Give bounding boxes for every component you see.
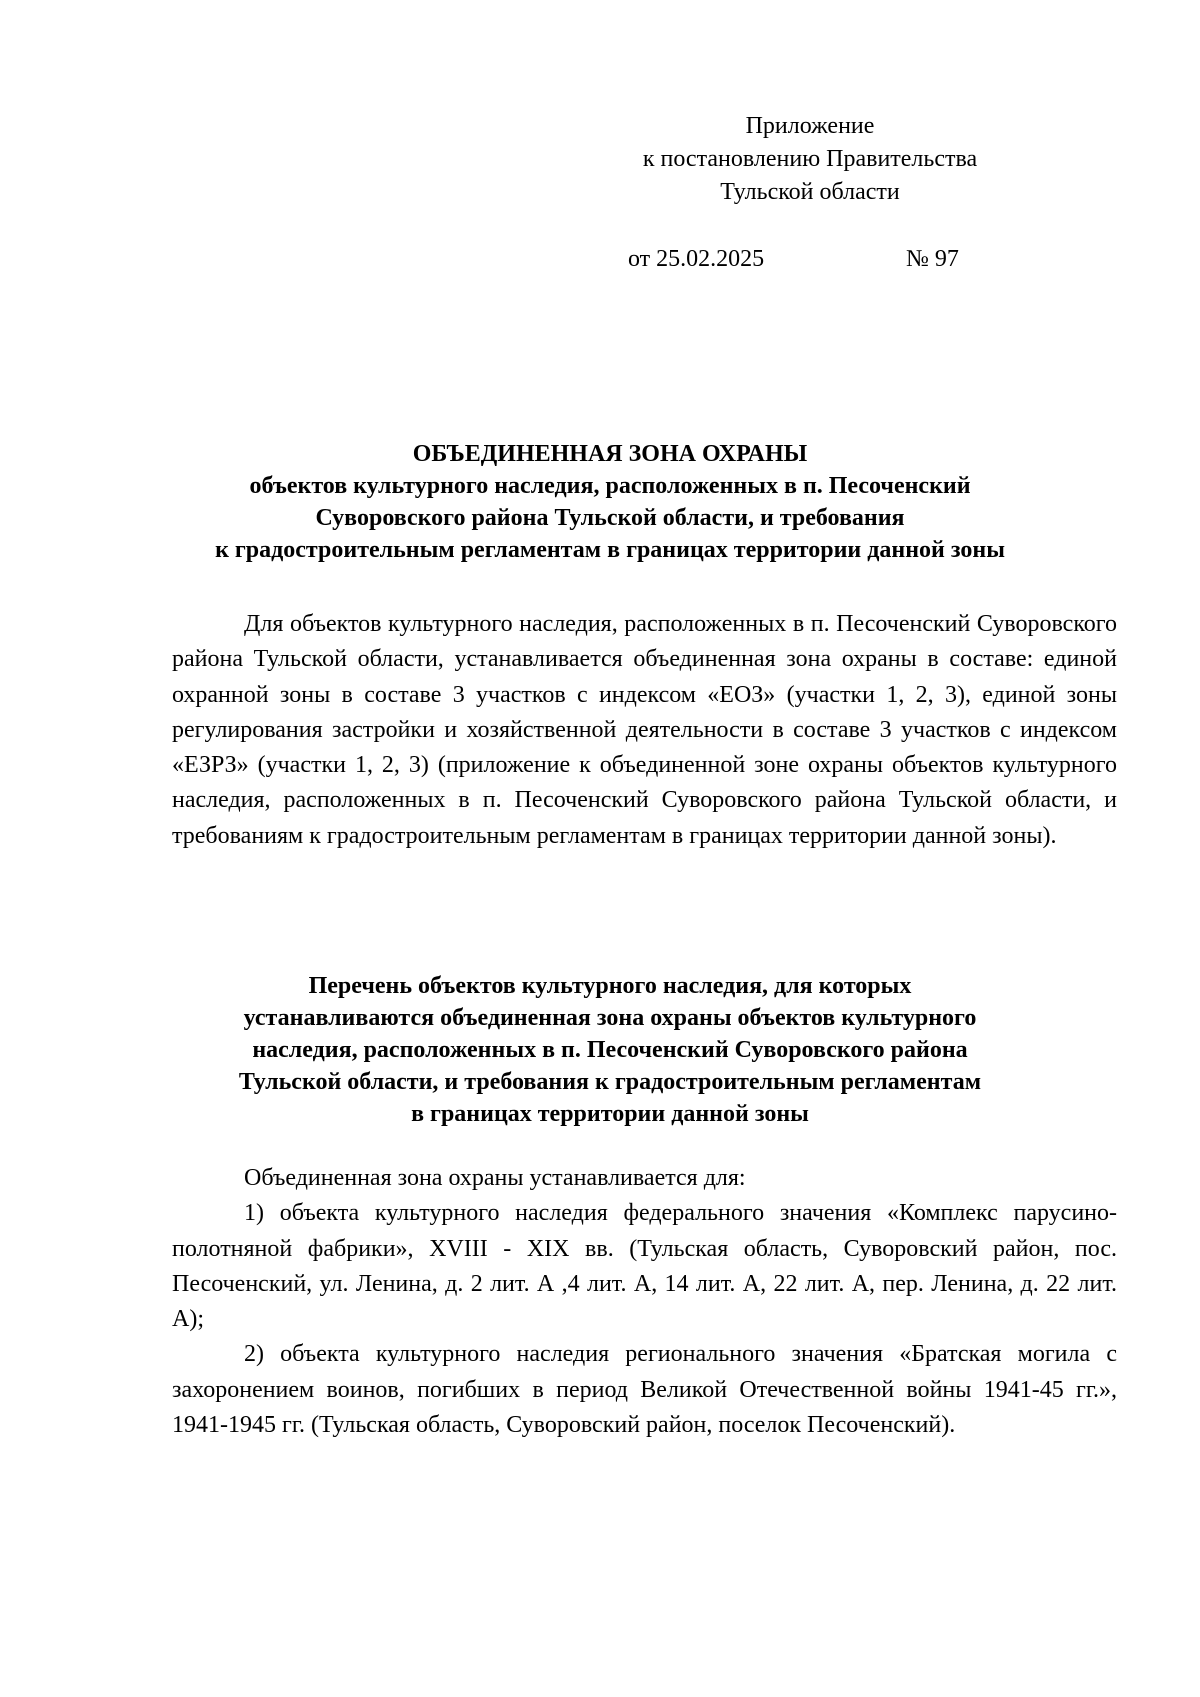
list-item: 1) объекта культурного наследия федерального значения «Комплекс парусино-полотняной фабрики», XVIII - XIX вв. (Тульская область, Суворовский район, пос. Песоченский, ул. Ленина, д. 2 лит. А ,4 лит. А, 14 лит. А, 22 лит. А, пер. Ленина, д. 22 лит. А); bbox=[172, 1200, 1117, 1333]
decree-date: от 25.02.2025 bbox=[628, 246, 765, 272]
list-title-line: устанавливаются объединенная зона охраны объектов культурного bbox=[243, 1005, 977, 1031]
list-title-line: наследия, расположенных в п. Песоченский Суворовского района bbox=[252, 1037, 968, 1063]
list-title bbox=[150, 970, 1070, 1130]
document-title bbox=[150, 438, 1070, 566]
intro-paragraph: Для объектов культурного наследия, расположенных в п. Песоченский Суворовского района Тульской области, устанавливается объединенная зона охраны в составе: единой охранной зоны в составе 3 участков с индексом «ЕОЗ» (участки 1, 2, 3), единой зоны регулирования застройки и хозяйственной деятельности в составе 3 участков с индексом «ЕЗРЗ» (участки 1, 2, 3) (приложение к объединенной зоне охраны объектов культурного наследия, расположенных в п. Песоченский Суворовского района Тульской области, и требованиям к градостроительным регламентам в границах территории данной зоны). bbox=[172, 611, 1117, 849]
list-title-line: в границах территории данной зоны bbox=[411, 1101, 809, 1127]
appendix-line: к постановлению Правительства bbox=[642, 146, 978, 172]
list-item: 2) объекта культурного наследия регионального значения «Братская могила с захоронением воинов, погибших в период Великой Отечественной войны 1941-45 гг.», 1941-1945 гг. (Тульская область, Суворовский район, поселок Песоченский). bbox=[172, 1341, 1117, 1439]
decree-number: № 97 bbox=[906, 246, 959, 272]
appendix-line: Тульской области bbox=[720, 179, 900, 205]
title-line: Суворовского района Тульской области, и требования bbox=[315, 505, 905, 531]
title-line: к градостроительным регламентам в границах территории данной зоны bbox=[215, 537, 1005, 563]
appendix-line: Приложение bbox=[745, 113, 875, 139]
decree-reference bbox=[628, 243, 1028, 276]
appendix-block bbox=[600, 110, 1020, 209]
list-title-line: Тульской области, и требования к градостроительным регламентам bbox=[238, 1069, 982, 1095]
title-line: объектов культурного наследия, расположенных в п. Песоченский bbox=[249, 473, 971, 499]
body-section bbox=[172, 1161, 1117, 1443]
list-title-line: Перечень объектов культурного наследия, для которых bbox=[308, 973, 912, 999]
body-lead: Объединенная зона охраны устанавливается для: bbox=[244, 1165, 746, 1191]
title-line: ОБЪЕДИНЕННАЯ ЗОНА ОХРАНЫ bbox=[412, 441, 808, 467]
